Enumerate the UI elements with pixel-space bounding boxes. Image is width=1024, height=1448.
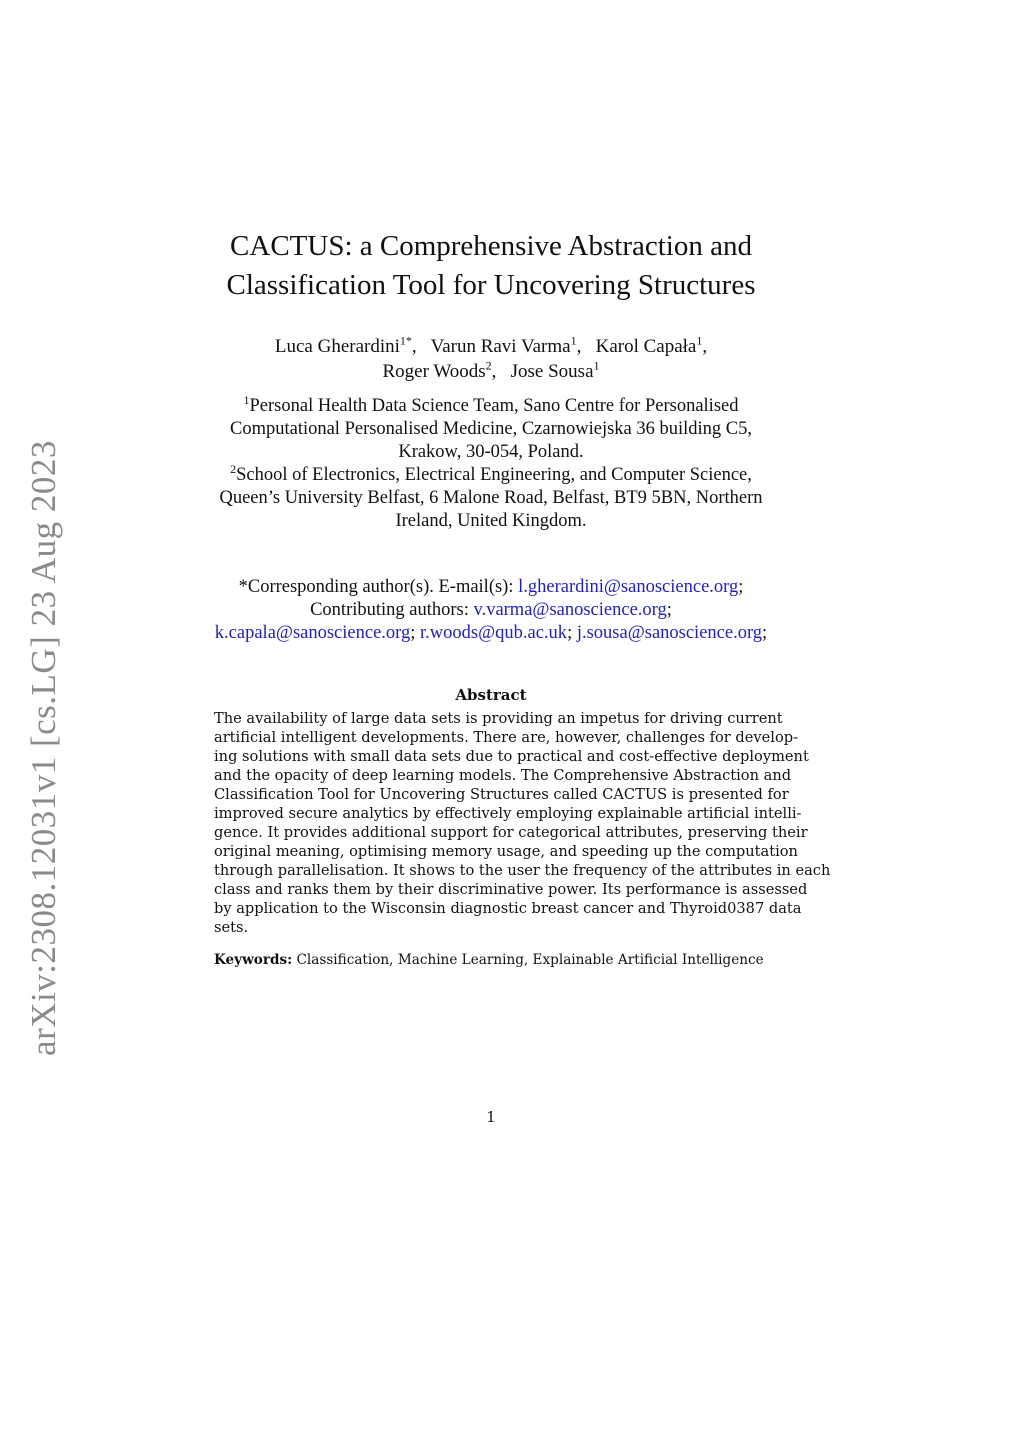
abstract-line: original meaning, optimising memory usage, and speeding up the computation bbox=[214, 843, 798, 860]
abstract-line: and the opacity of deep learning models. The Comprehensive Abstraction and bbox=[214, 767, 792, 784]
title-line: CACTUS: a Comprehensive Abstraction and bbox=[230, 230, 752, 262]
email-link[interactable]: k.capala@sanoscience.org bbox=[214, 623, 411, 643]
author-sup: 1 bbox=[570, 333, 577, 348]
abstract-body bbox=[214, 709, 831, 937]
sep: ; bbox=[738, 577, 744, 597]
paper-title bbox=[0, 227, 982, 305]
author: Luca Gherardini bbox=[274, 336, 400, 357]
author-sup: 1 bbox=[696, 333, 703, 348]
contrib-label: Contributing authors: bbox=[310, 600, 474, 620]
aff-line: Krakow, 30-054, Poland. bbox=[398, 442, 584, 462]
email-link[interactable]: j.sousa@sanoscience.org bbox=[576, 623, 763, 643]
keywords-label: Keywords: bbox=[214, 952, 293, 968]
abstract-line: improved secure analytics by effectively employing explainable artificial intelli- bbox=[214, 805, 802, 822]
author: Jose Sousa bbox=[510, 361, 594, 382]
keywords bbox=[214, 952, 764, 968]
sep: ; bbox=[762, 623, 768, 643]
keywords-text: Classification, Machine Learning, Explainable Artificial Intelligence bbox=[292, 952, 764, 968]
abstract-line: sets. bbox=[214, 919, 249, 936]
title-line: Classification Tool for Uncovering Structures bbox=[226, 269, 756, 301]
sep: ; bbox=[410, 623, 416, 643]
author: Karol Capała bbox=[595, 336, 697, 357]
author-sup: 2 bbox=[485, 358, 492, 373]
aff-line: Queen’s University Belfast, 6 Malone Road, Belfast, BT9 5BN, Northern bbox=[219, 488, 763, 508]
author: Varun Ravi Varma bbox=[430, 336, 571, 357]
email-link[interactable]: r.woods@qub.ac.uk bbox=[420, 623, 568, 643]
abstract-line: by application to the Wisconsin diagnostic breast cancer and Thyroid0387 data bbox=[214, 900, 802, 917]
aff-sup: 1 bbox=[243, 392, 250, 407]
aff-line: School of Electronics, Electrical Engineering, and Computer Science, bbox=[236, 465, 752, 485]
abstract-line: gence. It provides additional support for categorical attributes, preserving their bbox=[214, 824, 808, 841]
aff-line: Ireland, United Kingdom. bbox=[395, 511, 587, 531]
sep: ; bbox=[666, 600, 672, 620]
aff-sup: 2 bbox=[230, 461, 237, 476]
abstract-line: artificial intelligent developments. There are, however, challenges for develop- bbox=[214, 729, 798, 746]
abstract-line: The availability of large data sets is providing an impetus for driving current bbox=[214, 710, 783, 727]
page-number: 1 bbox=[486, 1108, 496, 1126]
abstract-line: Classification Tool for Uncovering Structures called CACTUS is presented for bbox=[214, 786, 789, 803]
email-link[interactable]: v.varma@sanoscience.org bbox=[473, 600, 667, 620]
corresponding-authors bbox=[0, 576, 982, 645]
abstract-line: through parallelisation. It shows to the user the frequency of the attributes in each bbox=[214, 862, 831, 879]
author-sup: 1* bbox=[399, 333, 412, 348]
sep: ; bbox=[567, 623, 573, 643]
abstract-heading: Abstract bbox=[455, 686, 527, 704]
author: Roger Woods bbox=[382, 361, 486, 382]
author-list: Luca Gherardini$^{1*}$, Varun Ravi Varma$^1$, Karol Capała$^1$, Roger Woods$^2$, Jose Sousa$^1$ bbox=[274, 333, 708, 382]
corr-label: *Corresponding author(s). E-mail(s): bbox=[238, 577, 519, 597]
email-link[interactable]: l.gherardini@sanoscience.org bbox=[518, 577, 739, 597]
affiliations bbox=[0, 392, 982, 533]
aff-line: Personal Health Data Science Team, Sano Centre for Personalised bbox=[249, 396, 739, 416]
arxiv-sidebar-stamp: arXiv:2308.12031v1 [cs.LG] 23 Aug 2023 bbox=[24, 440, 63, 1056]
author-sup: 1 bbox=[593, 358, 600, 373]
abstract-line: class and ranks them by their discriminative power. Its performance is assessed bbox=[214, 881, 808, 898]
aff-line: Computational Personalised Medicine, Czarnowiejska 36 building C5, bbox=[229, 419, 753, 439]
abstract-line: ing solutions with small data sets due to practical and cost-effective deployment bbox=[214, 748, 809, 765]
